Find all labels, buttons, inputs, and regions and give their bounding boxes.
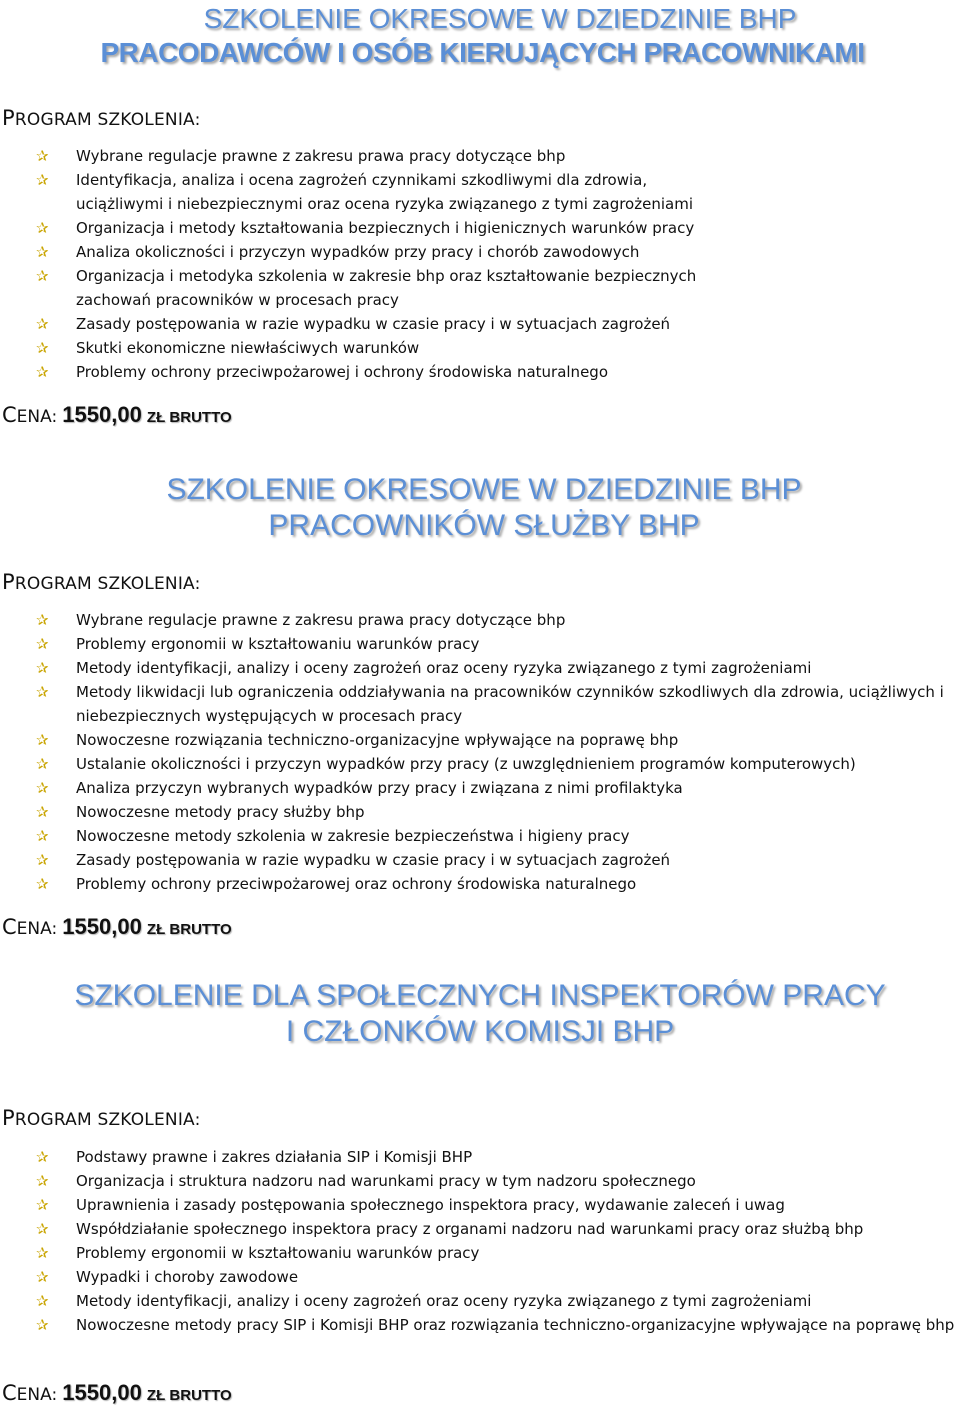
price-currency: ZŁ BRUTTO [146, 921, 232, 938]
star-icon: ✰ [36, 851, 49, 869]
star-icon: ✰ [36, 363, 49, 381]
star-icon: ✰ [36, 1244, 49, 1262]
list-item: ✰ Metody identyfikacji, analizy i oceny zagrożeń oraz oceny ryzyka związanego z tymi zagrożeniami [36, 1289, 958, 1313]
star-icon: ✰ [36, 219, 49, 237]
section-2-program-heading: PROGRAM SZKOLENIA: [2, 570, 201, 594]
star-icon: ✰ [36, 171, 49, 189]
list-item: ✰ Nowoczesne metody szkolenia w zakresie bezpieczeństwa i higieny pracy [36, 824, 958, 848]
list-item: ✰ Nowoczesne rozwiązania techniczno-organizacyjne wpływające na poprawę bhp [36, 728, 958, 752]
price-currency: ZŁ BRUTTO [146, 1387, 232, 1404]
star-icon: ✰ [36, 1316, 49, 1334]
star-icon: ✰ [36, 779, 49, 797]
star-icon: ✰ [36, 659, 49, 677]
star-icon: ✰ [36, 683, 49, 701]
section-2-price: CENA: 1550,00 ZŁ BRUTTO [2, 914, 232, 939]
price-amount: 1550,00 [62, 1380, 142, 1405]
section-1-price: CENA: 1550,00 ZŁ BRUTTO [2, 402, 232, 427]
list-item: ✰ Zasady postępowania w razie wypadku w czasie pracy i w sytuacjach zagrożeń [36, 312, 766, 336]
star-icon: ✰ [36, 1172, 49, 1190]
list-item: ✰ Metody likwidacji lub ograniczenia oddziaływania na pracowników czynników szkodliwych dla zdrowia, uciążliwych i niebezpiecznych występujących w procesach pracy [36, 680, 958, 728]
list-item: ✰ Analiza okoliczności i przyczyn wypadków przy pracy i chorób zawodowych [36, 240, 766, 264]
section-1-title-line-1: SZKOLENIE OKRESOWE W DZIEDZINIE BHP [203, 3, 797, 34]
section-1-title [0, 2, 960, 70]
section-2-title-line-2: PRACOWNIKÓW SŁUŻBY BHP [268, 509, 700, 542]
section-3-program-heading: PROGRAM SZKOLENIA: [2, 1106, 201, 1130]
list-item: ✰ Ustalanie okoliczności i przyczyn wypadków przy pracy (z uwzględnieniem programów komputerowych) [36, 752, 958, 776]
list-item: ✰ Nowoczesne metody pracy SIP i Komisji BHP oraz rozwiązania techniczno-organizacyjne wpływające na poprawę bhp [36, 1313, 958, 1337]
section-1-title-line-2: PRACODAWCÓW I OSÓB KIERUJĄCYCH PRACOWNIKAMI [100, 37, 865, 68]
list-item: ✰ Analiza przyczyn wybranych wypadków przy pracy i związana z nimi profilaktyka [36, 776, 958, 800]
section-3-title-line-2: I CZŁONKÓW KOMISJI BHP [285, 1015, 675, 1048]
section-1-program-list [36, 144, 766, 384]
star-icon: ✰ [36, 339, 49, 357]
list-item: ✰ Identyfikacja, analiza i ocena zagrożeń czynnikami szkodliwymi dla zdrowia, uciążliwymi i niebezpiecznymi oraz ocena ryzyka związanego z tymi zagrożeniami [36, 168, 696, 216]
list-item: ✰ Problemy ochrony przeciwpożarowej oraz ochrony środowiska naturalnego [36, 872, 958, 896]
list-item: ✰ Uprawnienia i zasady postępowania społecznego inspektora pracy, wydawanie zaleceń i uwag [36, 1193, 958, 1217]
section-2-title-line-1: SZKOLENIE OKRESOWE W DZIEDZINIE BHP [166, 473, 802, 506]
star-icon: ✰ [36, 147, 49, 165]
price-amount: 1550,00 [62, 914, 142, 939]
star-icon: ✰ [36, 1196, 49, 1214]
star-icon: ✰ [36, 1220, 49, 1238]
list-item: ✰ Współdziałanie społecznego inspektora pracy z organami nadzoru nad warunkami pracy oraz służbą bhp [36, 1217, 958, 1241]
list-item: ✰ Zasady postępowania w razie wypadku w czasie pracy i w sytuacjach zagrożeń [36, 848, 958, 872]
section-3-price: CENA: 1550,00 ZŁ BRUTTO [2, 1380, 232, 1405]
list-item: ✰ Problemy ergonomii w kształtowaniu warunków pracy [36, 1241, 958, 1265]
list-item: ✰ Podstawy prawne i zakres działania SIP i Komisji BHP [36, 1145, 958, 1169]
list-item: ✰ Problemy ergonomii w kształtowaniu warunków pracy [36, 632, 958, 656]
list-item: ✰ Wybrane regulacje prawne z zakresu prawa pracy dotyczące bhp [36, 144, 766, 168]
star-icon: ✰ [36, 803, 49, 821]
section-2-program-list [36, 608, 958, 896]
section-2-title [0, 472, 960, 544]
section-1-program-heading [2, 106, 201, 130]
section-3-program-list [36, 1145, 958, 1337]
star-icon: ✰ [36, 1268, 49, 1286]
section-3-title [0, 978, 960, 1050]
star-icon: ✰ [36, 827, 49, 845]
section-3-title-line-1: SZKOLENIE DLA SPOŁECZNYCH INSPEKTORÓW PRACY [74, 979, 886, 1012]
price-amount: 1550,00 [62, 402, 142, 427]
list-item: ✰ Nowoczesne metody pracy służby bhp [36, 800, 958, 824]
star-icon: ✰ [36, 635, 49, 653]
list-item: ✰ Wypadki i choroby zawodowe [36, 1265, 958, 1289]
star-icon: ✰ [36, 875, 49, 893]
star-icon: ✰ [36, 1148, 49, 1166]
list-item: ✰ Organizacja i metody kształtowania bezpiecznych i higienicznych warunków pracy [36, 216, 766, 240]
list-item: ✰ Wybrane regulacje prawne z zakresu prawa pracy dotyczące bhp [36, 608, 958, 632]
program-heading-rest: ROGRAM SZKOLENIA: [14, 110, 201, 130]
star-icon: ✰ [36, 267, 49, 285]
star-icon: ✰ [36, 611, 49, 629]
star-icon: ✰ [36, 731, 49, 749]
program-heading-cap: P [2, 106, 15, 130]
list-item: ✰ Organizacja i metodyka szkolenia w zakresie bhp oraz kształtowanie bezpiecznych zachowań pracowników w procesach pracy [36, 264, 766, 312]
star-icon: ✰ [36, 243, 49, 261]
list-item: ✰ Skutki ekonomiczne niewłaściwych warunków [36, 336, 766, 360]
list-item: ✰ Organizacja i struktura nadzoru nad warunkami pracy w tym nadzoru społecznego [36, 1169, 958, 1193]
star-icon: ✰ [36, 315, 49, 333]
list-item: ✰ Metody identyfikacji, analizy i oceny zagrożeń oraz oceny ryzyka związanego z tymi zagrożeniami [36, 656, 958, 680]
list-item: ✰ Problemy ochrony przeciwpożarowej i ochrony środowiska naturalnego [36, 360, 766, 384]
star-icon: ✰ [36, 1292, 49, 1310]
price-currency: ZŁ BRUTTO [146, 409, 232, 426]
star-icon: ✰ [36, 755, 49, 773]
